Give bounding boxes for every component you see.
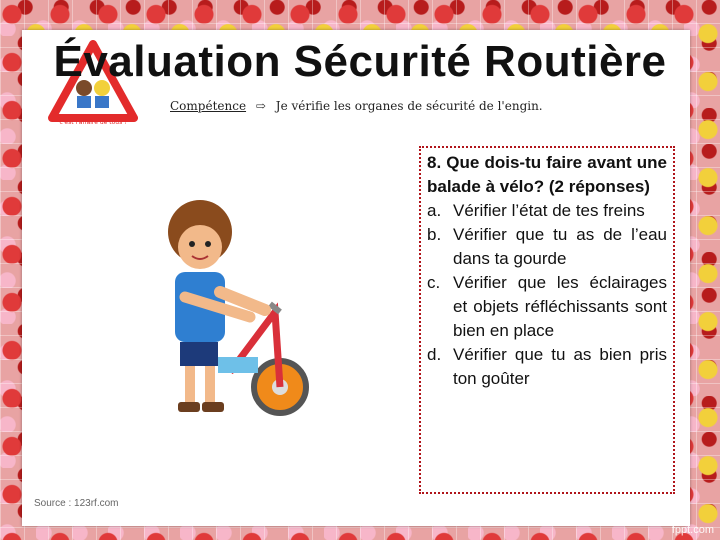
competence-line: [170, 99, 543, 113]
answer-c[interactable]: [427, 271, 667, 343]
answer-text: Vérifier que les éclairages et objets réfléchissants sont bien en place: [453, 273, 667, 340]
question-text: 8. Que dois-tu faire avant une balade à vélo? (2 réponses): [427, 153, 667, 196]
answer-letter: b.: [427, 225, 442, 244]
question-box: [419, 146, 675, 494]
answer-letter: a.: [427, 201, 442, 220]
answer-d[interactable]: [427, 343, 667, 391]
answer-letter: c.: [427, 273, 441, 292]
slide-title: Évaluation Sécurité Routière: [53, 37, 667, 86]
answer-a[interactable]: [427, 199, 667, 223]
answer-text: Vérifier que tu as de l’eau dans ta gourde: [453, 225, 667, 268]
competence-label: Compétence: [170, 99, 247, 113]
image-source-credit: Source : 123rf.com: [34, 498, 119, 509]
answer-list: [427, 199, 667, 391]
watermark: fppt.com: [671, 524, 714, 536]
answer-text: Vérifier l’état de tes freins: [453, 201, 645, 220]
child-with-bicycle-illustration: [130, 192, 320, 442]
answer-b[interactable]: [427, 223, 667, 271]
sign-caption: c'est l'affaire de tous !: [59, 119, 127, 126]
answer-letter: d.: [427, 345, 442, 364]
competence-text: Je vérifie les organes de sécurité de l'engin.: [275, 99, 543, 113]
arrow-right-icon: ⇨: [255, 99, 266, 113]
answer-text: Vérifier que tu as bien pris ton goûter: [453, 345, 667, 388]
